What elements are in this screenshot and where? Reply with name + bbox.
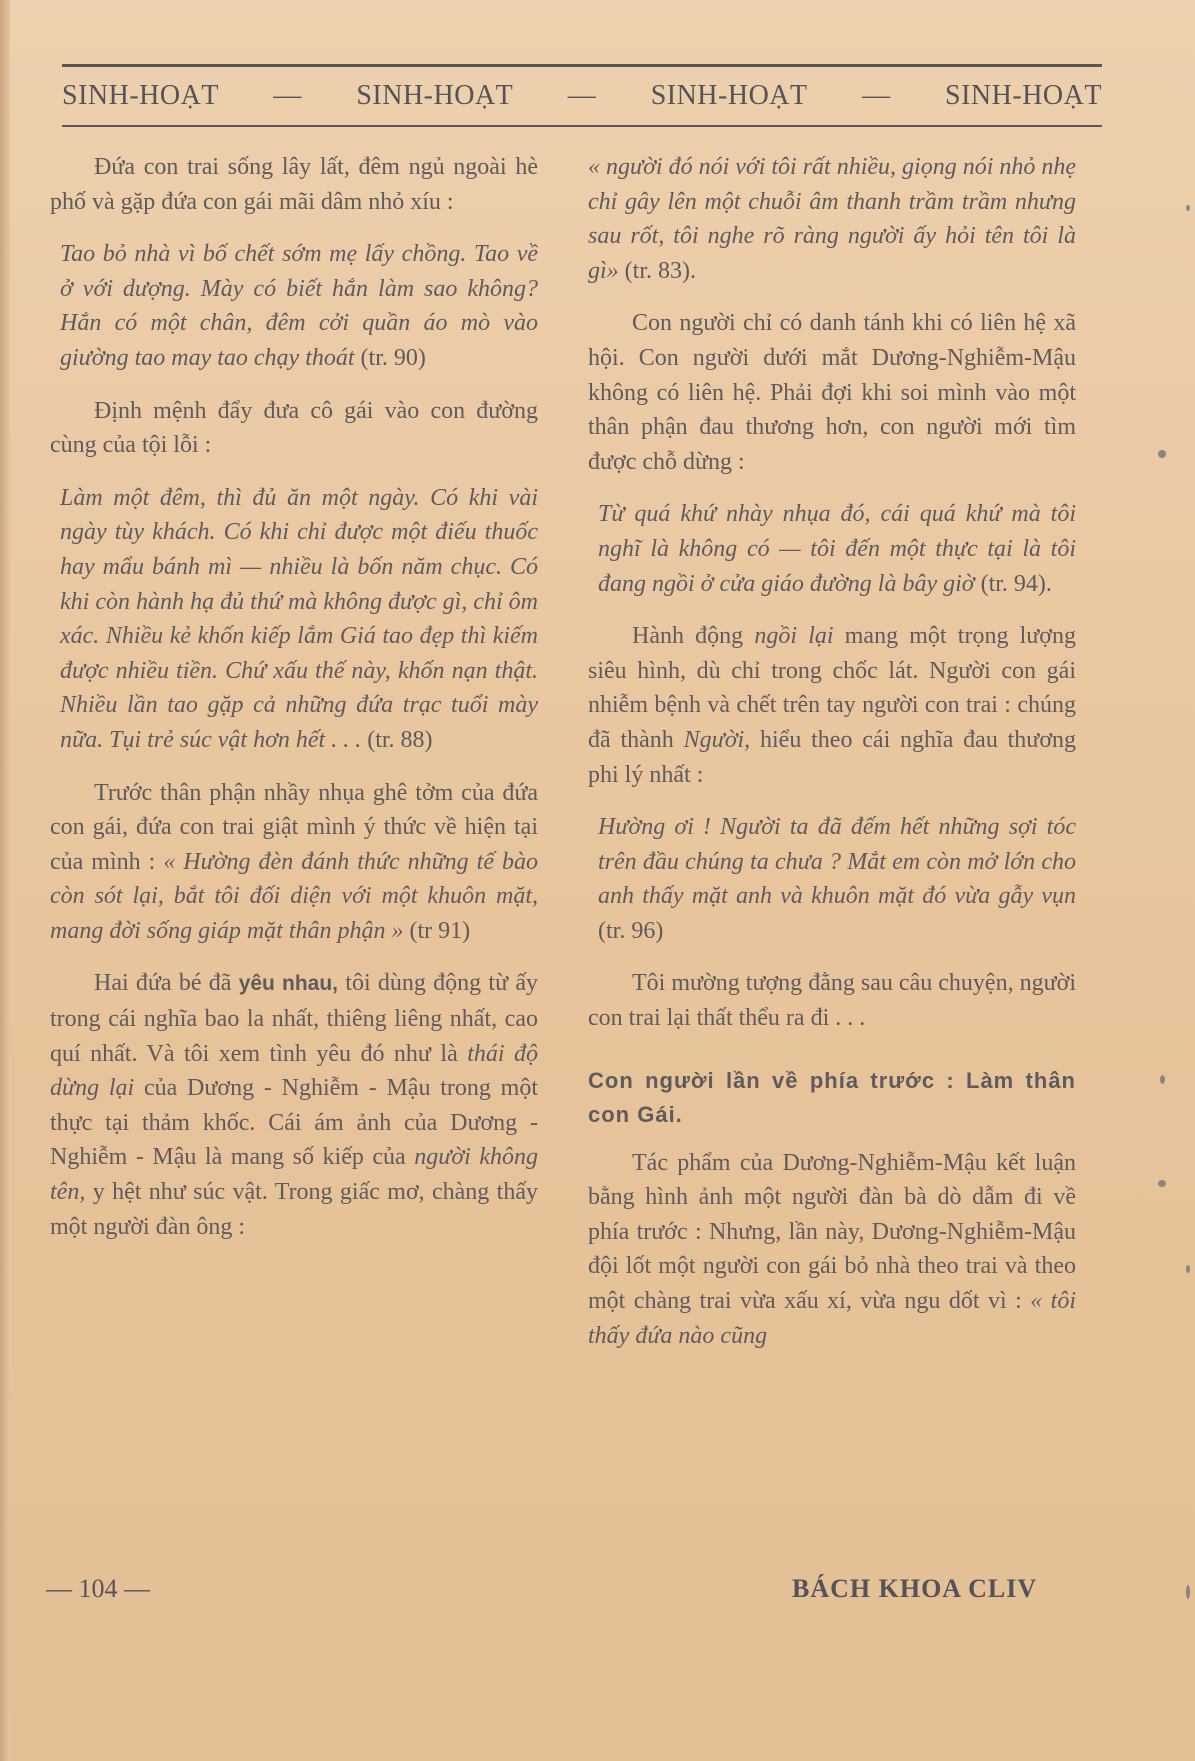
inline-quote: « Hường đèn đánh thức những tế bào còn sót lại, bắt tôi đối diện với một khuôn mặt, mang đời sống giáp mặt thân phận » — [50, 848, 539, 944]
quote-block — [588, 497, 1076, 601]
header-dash: — — [862, 80, 891, 111]
italic-phrase: Người, — [683, 726, 751, 753]
paragraph — [588, 1146, 1076, 1354]
quote-block — [588, 150, 1076, 288]
page-number: — 104 — — [46, 1574, 150, 1603]
italic-phrase: ngồi lại — [754, 623, 834, 650]
paragraph-text: Trước thân phận nhầy nhụa ghê tởm của đứa con gái, đứa con trai giật mình ý thức về hiện tại của mình : — [50, 779, 538, 875]
header-item: SINH-HOẠT — [356, 80, 514, 111]
citation: (tr. 88) — [367, 726, 433, 753]
header-item: SINH-HOẠT — [650, 80, 808, 111]
paragraph-text: của Dương - Nghiễm - Mậu trong một thực tại thảm khốc. Cái ám ảnh của Dương - Nghiễm - Mậu là mang số kiếp của — [50, 1075, 538, 1171]
paragraph: Đứa con trai sống lây lất, đêm ngủ ngoài hè phố và gặp đứa con gái mãi dâm nhỏ xíu : — [50, 154, 538, 215]
bold-phrase: yêu nhau, — [238, 972, 338, 996]
paper-speck — [1158, 1180, 1166, 1187]
italic-phrase: « tôi thấy đứa nào cũng — [588, 1288, 1077, 1349]
paragraph-text: Hành động — [632, 623, 744, 650]
section-heading: Con người lần về phía trước : Làm thân con Gái. — [588, 1067, 1076, 1127]
paragraph-text: hiểu theo cái nghĩa đau thương phi lý nhất : — [588, 726, 1077, 788]
paper-speck — [1158, 450, 1166, 458]
paper-speck — [1160, 1075, 1165, 1084]
citation: (tr. 96) — [598, 917, 664, 944]
header-dash: — — [567, 80, 597, 111]
citation: (tr. 90) — [360, 344, 426, 371]
paragraph — [50, 776, 538, 949]
paper-speck — [1186, 1265, 1190, 1273]
paper-speck — [1186, 205, 1190, 211]
header-item: SINH-HOẠT — [945, 80, 1102, 111]
quote-block — [50, 237, 538, 375]
header-dash: — — [273, 80, 302, 111]
quote-text: Từ quá khứ nhày nhụa đó, cái quá khứ mà tôi nghĩ là không có — tôi đến một thực tại là tôi đang ngồi ở cửa giáo đường là bây giờ — [598, 501, 1076, 597]
page-edge-shadow — [0, 0, 10, 1761]
paragraph-text: Tác phẩm của Dương-Nghiễm-Mậu kết luận bằng hình ảnh một người đàn bà dò dẫm đi về phía trước : Nhưng, lần này, Dương-Nghiễm-Mậu đội lốt một người con gái bỏ nhà theo trai và theo một chàng trai vừa xấu xí, vừa ngu dốt vì : — [588, 1149, 1076, 1315]
citation: (tr. 83). — [624, 257, 696, 284]
citation: (tr 91) — [409, 917, 471, 944]
paragraph — [50, 966, 538, 1244]
header-item: SINH-HOẠT — [62, 80, 219, 111]
quote-text: « người đó nói với tôi rất nhiều, giọng nói nhỏ nhẹ chỉ gây lên một chuỗi âm thanh trầm trầm nhưng sau rốt, tôi nghe rõ ràng người ấy hỏi tên tôi là gì» — [588, 154, 1077, 284]
paragraph: Định mệnh đẩy đưa cô gái vào con đường cùng của tội lỗi : — [50, 397, 538, 459]
paragraph-text: mang một trọng lượng siêu hình, dù chỉ trong chốc lát. Người con gái nhiễm bệnh và chết trên tay người con trai : chúng đã thành — [588, 623, 1076, 753]
paragraph-text: y hệt như súc vật. Trong giấc mơ, chàng thấy một người đàn ông : — [50, 1179, 538, 1240]
italic-phrase: người không tên, — [50, 1144, 539, 1206]
paragraph: Con người chỉ có danh tánh khi có liên hệ xã hội. Con người dưới mắt Dương-Nghiễm-Mậu không có liên hệ. Phải đợi khi soi mình vào một thân phận đau thương hơn, con người mới tìm được chỗ dừng : — [588, 310, 1076, 475]
paragraph: Tôi mường tượng đằng sau câu chuyện, người con trai lại thất thểu ra đi . . . — [588, 970, 1076, 1032]
citation: (tr. 94). — [980, 570, 1052, 597]
running-header — [62, 64, 1102, 127]
paragraph-text: tôi dùng động từ ấy trong cái nghĩa bao la nhất, thiêng liêng nhất, cao quí nhất. Và tôi xem tình yêu đó như là — [50, 970, 539, 1067]
italic-phrase: thái độ dừng lại — [50, 1040, 538, 1102]
quote-text: Làm một đêm, thì đủ ăn một ngày. Có khi vài ngày tùy khách. Có khi chỉ được một điếu thuốc hay mẩu bánh mì — nhiều là bốn năm chục. Có khi còn hành hạ đủ thứ mà không được gì, chỉ ôm xác. Nhiều kẻ khốn kiếp lắm Giá tao đẹp thì kiếm được nhiều tiền. Chứ xấu thế này, khốn nạn thật. Nhiều lần tao gặp cả những đứa trạc tuổi mày nữa. Tụi trẻ súc vật hơn hết . . . — [60, 484, 538, 753]
left-column — [50, 150, 538, 1262]
paper-speck — [1186, 1585, 1190, 1599]
quote-block — [50, 481, 538, 758]
right-column — [588, 150, 1076, 1371]
paragraph — [588, 619, 1076, 792]
quote-text: Tao bỏ nhà vì bố chết sớm mẹ lấy chồng. Tao về ở với dượng. Mày có biết hắn làm sao không? Hắn có một chân, đêm cởi quần áo mò vào giường tao may tao chạy thoát — [60, 241, 538, 371]
magazine-issue: BÁCH KHOA CLIV — [792, 1574, 1038, 1603]
quote-text: Hường ơi ! Người ta đã đếm hết những sợi tóc trên đầu chúng ta chưa ? Mắt em còn mở lớn cho anh thấy mặt anh và khuôn mặt đó vừa gẫy vụn — [598, 814, 1076, 910]
quote-block — [588, 810, 1076, 948]
paragraph-text: Hai đứa bé đã — [94, 970, 232, 997]
